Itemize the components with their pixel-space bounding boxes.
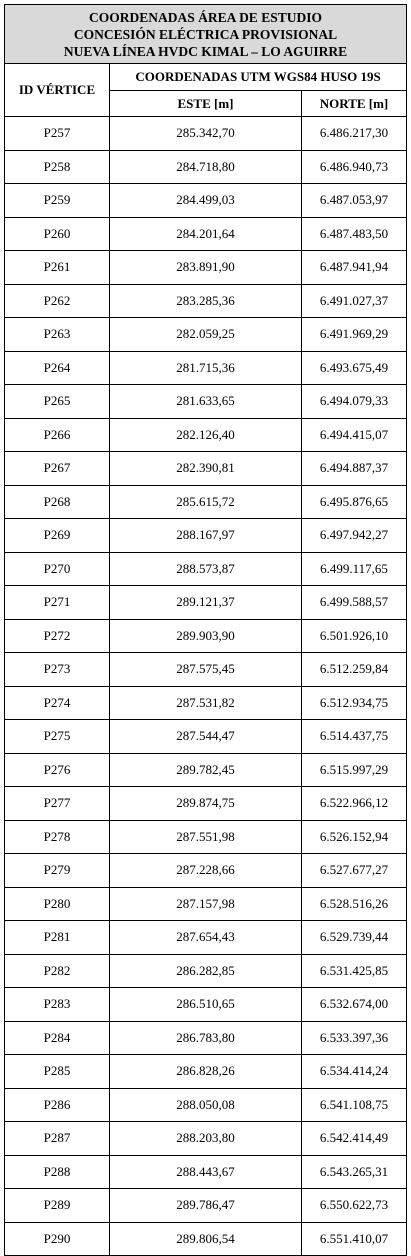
vertex-id-cell: P281 — [5, 921, 110, 955]
norte-cell: 6.551.410,07 — [302, 1222, 407, 1256]
vertex-id-cell: P271 — [5, 586, 110, 620]
table-row — [5, 351, 407, 385]
vertex-id-cell: P267 — [5, 452, 110, 486]
norte-cell: 6.550.622,73 — [302, 1189, 407, 1223]
table-row — [5, 485, 407, 519]
este-cell: 283.891,90 — [110, 251, 302, 285]
table-row — [5, 1088, 407, 1122]
vertex-id-cell: P286 — [5, 1088, 110, 1122]
norte-cell: 6.512.934,75 — [302, 686, 407, 720]
este-cell: 289.782,45 — [110, 753, 302, 787]
este-cell: 286.510,65 — [110, 988, 302, 1022]
este-cell: 284.718,80 — [110, 150, 302, 184]
vertex-id-cell: P278 — [5, 820, 110, 854]
norte-cell: 6.526.152,94 — [302, 820, 407, 854]
table-row — [5, 217, 407, 251]
norte-cell: 6.527.677,27 — [302, 854, 407, 888]
norte-cell: 6.487.053,97 — [302, 184, 407, 218]
este-cell: 287.228,66 — [110, 854, 302, 888]
title-line-3: NUEVA LÍNEA HVDC KIMAL – LO AGUIRRE — [63, 43, 348, 59]
este-cell: 289.903,90 — [110, 619, 302, 653]
table-row — [5, 619, 407, 653]
vertex-id-cell: P263 — [5, 318, 110, 352]
table-row — [5, 284, 407, 318]
este-cell: 282.059,25 — [110, 318, 302, 352]
norte-cell: 6.541.108,75 — [302, 1088, 407, 1122]
este-cell: 285.342,70 — [110, 117, 302, 151]
norte-cell: 6.495.876,65 — [302, 485, 407, 519]
norte-cell: 6.491.969,29 — [302, 318, 407, 352]
norte-cell: 6.494.887,37 — [302, 452, 407, 486]
norte-cell: 6.532.674,00 — [302, 988, 407, 1022]
vertex-id-cell: P272 — [5, 619, 110, 653]
table-row — [5, 1055, 407, 1089]
este-cell: 284.201,64 — [110, 217, 302, 251]
title-line-1: COORDENADAS ÁREA DE ESTUDIO — [89, 9, 322, 25]
norte-cell: 6.499.117,65 — [302, 552, 407, 586]
vertex-id-cell: P285 — [5, 1055, 110, 1089]
vertex-id-cell: P287 — [5, 1122, 110, 1156]
norte-cell: 6.493.675,49 — [302, 351, 407, 385]
vertex-id-cell: P279 — [5, 854, 110, 888]
norte-cell: 6.515.997,29 — [302, 753, 407, 787]
table-row — [5, 586, 407, 620]
este-cell: 288.573,87 — [110, 552, 302, 586]
este-cell: 287.551,98 — [110, 820, 302, 854]
norte-cell: 6.514.437,75 — [302, 720, 407, 754]
vertex-id-cell: P269 — [5, 519, 110, 553]
norte-cell: 6.533.397,36 — [302, 1021, 407, 1055]
este-cell: 288.203,80 — [110, 1122, 302, 1156]
table-row — [5, 150, 407, 184]
table-row — [5, 418, 407, 452]
table-row — [5, 787, 407, 821]
column-header-este: ESTE [m] — [110, 91, 302, 117]
table-row — [5, 519, 407, 553]
table-row — [5, 854, 407, 888]
este-cell: 287.157,98 — [110, 887, 302, 921]
title-line-2: CONCESIÓN ELÉCTRICA PROVISIONAL — [73, 26, 338, 42]
vertex-id-cell: P264 — [5, 351, 110, 385]
column-header-norte: NORTE [m] — [302, 91, 407, 117]
table-row — [5, 753, 407, 787]
table-row — [5, 720, 407, 754]
vertex-id-cell: P258 — [5, 150, 110, 184]
table-row — [5, 988, 407, 1022]
table-row — [5, 385, 407, 419]
este-cell: 287.654,43 — [110, 921, 302, 955]
norte-cell: 6.486.217,30 — [302, 117, 407, 151]
norte-cell: 6.529.739,44 — [302, 921, 407, 955]
vertex-id-cell: P266 — [5, 418, 110, 452]
vertex-id-cell: P273 — [5, 653, 110, 687]
este-cell: 281.633,65 — [110, 385, 302, 419]
este-cell: 287.544,47 — [110, 720, 302, 754]
table-row — [5, 1222, 407, 1256]
vertex-id-cell: P275 — [5, 720, 110, 754]
norte-cell: 6.491.027,37 — [302, 284, 407, 318]
norte-cell: 6.487.483,50 — [302, 217, 407, 251]
este-cell: 289.786,47 — [110, 1189, 302, 1223]
norte-cell: 6.499.588,57 — [302, 586, 407, 620]
vertex-id-cell: P288 — [5, 1155, 110, 1189]
table-row — [5, 887, 407, 921]
este-cell: 282.390,81 — [110, 452, 302, 486]
table-row — [5, 954, 407, 988]
table-row — [5, 318, 407, 352]
norte-cell: 6.522.966,12 — [302, 787, 407, 821]
norte-cell: 6.501.926,10 — [302, 619, 407, 653]
este-cell: 287.575,45 — [110, 653, 302, 687]
table-row — [5, 653, 407, 687]
vertex-id-cell: P257 — [5, 117, 110, 151]
este-cell: 286.783,80 — [110, 1021, 302, 1055]
column-header-id-vertice: ID VÉRTICE — [5, 64, 110, 117]
este-cell: 288.443,67 — [110, 1155, 302, 1189]
norte-cell: 6.486.940,73 — [302, 150, 407, 184]
vertex-id-cell: P261 — [5, 251, 110, 285]
vertex-id-cell: P277 — [5, 787, 110, 821]
table-row — [5, 117, 407, 151]
norte-cell: 6.543.265,31 — [302, 1155, 407, 1189]
este-cell: 288.050,08 — [110, 1088, 302, 1122]
este-cell: 287.531,82 — [110, 686, 302, 720]
norte-cell: 6.542.414,49 — [302, 1122, 407, 1156]
vertex-id-cell: P260 — [5, 217, 110, 251]
vertex-id-cell: P268 — [5, 485, 110, 519]
table-row — [5, 1122, 407, 1156]
este-cell: 288.167,97 — [110, 519, 302, 553]
table-row — [5, 452, 407, 486]
table-row — [5, 921, 407, 955]
table-body — [5, 117, 407, 1256]
vertex-id-cell: P289 — [5, 1189, 110, 1223]
norte-cell: 6.534.414,24 — [302, 1055, 407, 1089]
este-cell: 289.874,75 — [110, 787, 302, 821]
table-row — [5, 251, 407, 285]
este-cell: 289.121,37 — [110, 586, 302, 620]
column-group-header-utm: COORDENADAS UTM WGS84 HUSO 19S — [110, 64, 407, 91]
vertex-id-cell: P262 — [5, 284, 110, 318]
vertex-id-cell: P283 — [5, 988, 110, 1022]
vertex-id-cell: P276 — [5, 753, 110, 787]
vertex-id-cell: P270 — [5, 552, 110, 586]
este-cell: 283.285,36 — [110, 284, 302, 318]
table-row — [5, 184, 407, 218]
vertex-id-cell: P290 — [5, 1222, 110, 1256]
table-row — [5, 820, 407, 854]
table-row — [5, 1189, 407, 1223]
este-cell: 284.499,03 — [110, 184, 302, 218]
vertex-id-cell: P282 — [5, 954, 110, 988]
norte-cell: 6.494.415,07 — [302, 418, 407, 452]
table-title — [5, 5, 407, 64]
este-cell: 282.126,40 — [110, 418, 302, 452]
este-cell: 285.615,72 — [110, 485, 302, 519]
norte-cell: 6.512.259,84 — [302, 653, 407, 687]
table-row — [5, 1021, 407, 1055]
table-row — [5, 552, 407, 586]
vertex-id-cell: P284 — [5, 1021, 110, 1055]
vertex-id-cell: P274 — [5, 686, 110, 720]
norte-cell: 6.497.942,27 — [302, 519, 407, 553]
norte-cell: 6.487.941,94 — [302, 251, 407, 285]
table-row — [5, 1155, 407, 1189]
vertex-id-cell: P265 — [5, 385, 110, 419]
vertex-id-cell: P259 — [5, 184, 110, 218]
table-header — [5, 5, 407, 117]
este-cell: 286.282,85 — [110, 954, 302, 988]
este-cell: 281.715,36 — [110, 351, 302, 385]
coordinates-table — [4, 4, 407, 1256]
vertex-id-cell: P280 — [5, 887, 110, 921]
norte-cell: 6.494.079,33 — [302, 385, 407, 419]
norte-cell: 6.528.516,26 — [302, 887, 407, 921]
este-cell: 286.828,26 — [110, 1055, 302, 1089]
este-cell: 289.806,54 — [110, 1222, 302, 1256]
table-row — [5, 686, 407, 720]
norte-cell: 6.531.425,85 — [302, 954, 407, 988]
